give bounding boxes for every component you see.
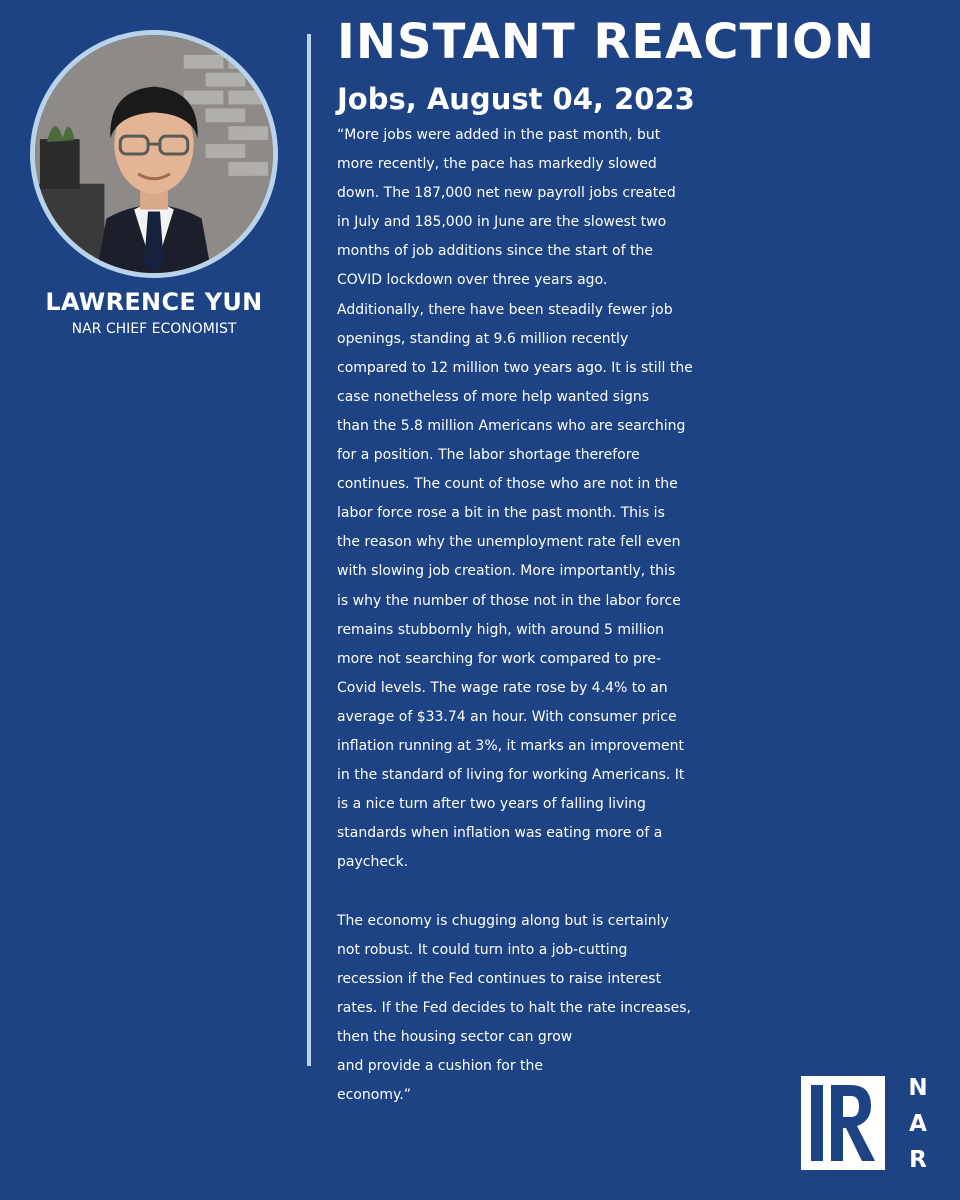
quote-line: inflation running at 3%, it marks an improvement xyxy=(337,737,685,754)
quote-line: rates. If the Fed decides to halt the rate increases, xyxy=(337,999,691,1016)
quote-line: months of job additions since the start of the xyxy=(337,243,653,260)
person-title: NAR CHIEF ECONOMIST xyxy=(71,321,237,337)
quote-line: The economy is chugging along but is certainly xyxy=(337,912,669,929)
quote-line: continues. The count of those who are not in the xyxy=(337,476,678,493)
quote-line: paycheck. xyxy=(337,854,409,871)
quote-line: and provide a cushion for the xyxy=(337,1058,544,1074)
quote-line: case nonetheless of more help wanted signs xyxy=(337,388,650,405)
quote-line: then the housing sector can grow xyxy=(337,1028,573,1045)
headline: INSTANT REACTION xyxy=(337,14,876,70)
quote-line: Additionally, there have been steadily fewer job xyxy=(337,301,673,318)
quote-line: is why the number of those not in the labor force xyxy=(337,592,681,609)
nar-wordmark xyxy=(900,1076,936,1172)
quote-line: economy.” xyxy=(337,1087,411,1104)
subhead-date: Jobs, August 04, 2023 xyxy=(337,82,695,116)
quote-body xyxy=(337,121,957,1110)
quote-line: openings, standing at 9.6 million recently xyxy=(337,330,629,347)
quote-line: more recently, the pace has markedly slowed xyxy=(337,156,657,173)
quote-line: down. The 187,000 net new payroll jobs created xyxy=(337,185,676,202)
quote-line: average of $33.74 an hour. With consumer price xyxy=(337,708,677,725)
quote-line: compared to 12 million two years ago. It is still the xyxy=(337,359,693,376)
quote-line: for a position. The labor shortage therefore xyxy=(337,447,640,464)
quote-line: standards when inflation was eating more of a xyxy=(337,825,663,842)
vertical-divider xyxy=(307,34,311,1066)
paragraph-gap xyxy=(337,877,957,906)
quote-line: than the 5.8 million Americans who are searching xyxy=(337,417,686,434)
person-name: LAWRENCE YUN xyxy=(45,288,263,316)
quote-line: in July and 185,000 in June are the slowest two xyxy=(337,214,667,231)
nar-letter-r: R xyxy=(909,1147,927,1173)
nar-letter-n: N xyxy=(908,1075,928,1101)
quote-line: COVID lockdown over three years ago. xyxy=(337,272,608,289)
quote-line: more not searching for work compared to pre- xyxy=(337,650,661,667)
realtor-r-logo-icon xyxy=(801,1076,885,1170)
quote-line: “More jobs were added in the past month, but xyxy=(337,127,661,143)
quote-line: recession if the Fed continues to raise interest xyxy=(337,970,662,987)
quote-line: is a nice turn after two years of falling living xyxy=(337,796,646,813)
portrait-photo xyxy=(30,30,278,278)
quote-line: remains stubbornly high, with around 5 million xyxy=(337,621,665,638)
quote-line: Covid levels. The wage rate rose by 4.4% to an xyxy=(337,679,668,696)
quote-line: not robust. It could turn into a job-cutting xyxy=(337,941,628,958)
quote-line: with slowing job creation. More importantly, this xyxy=(337,563,676,580)
quote-line: labor force rose a bit in the past month. This is xyxy=(337,505,665,522)
quote-line: the reason why the unemployment rate fell even xyxy=(337,534,681,551)
quote-line: in the standard of living for working Americans. It xyxy=(337,767,685,784)
nar-letter-a: A xyxy=(909,1111,927,1137)
